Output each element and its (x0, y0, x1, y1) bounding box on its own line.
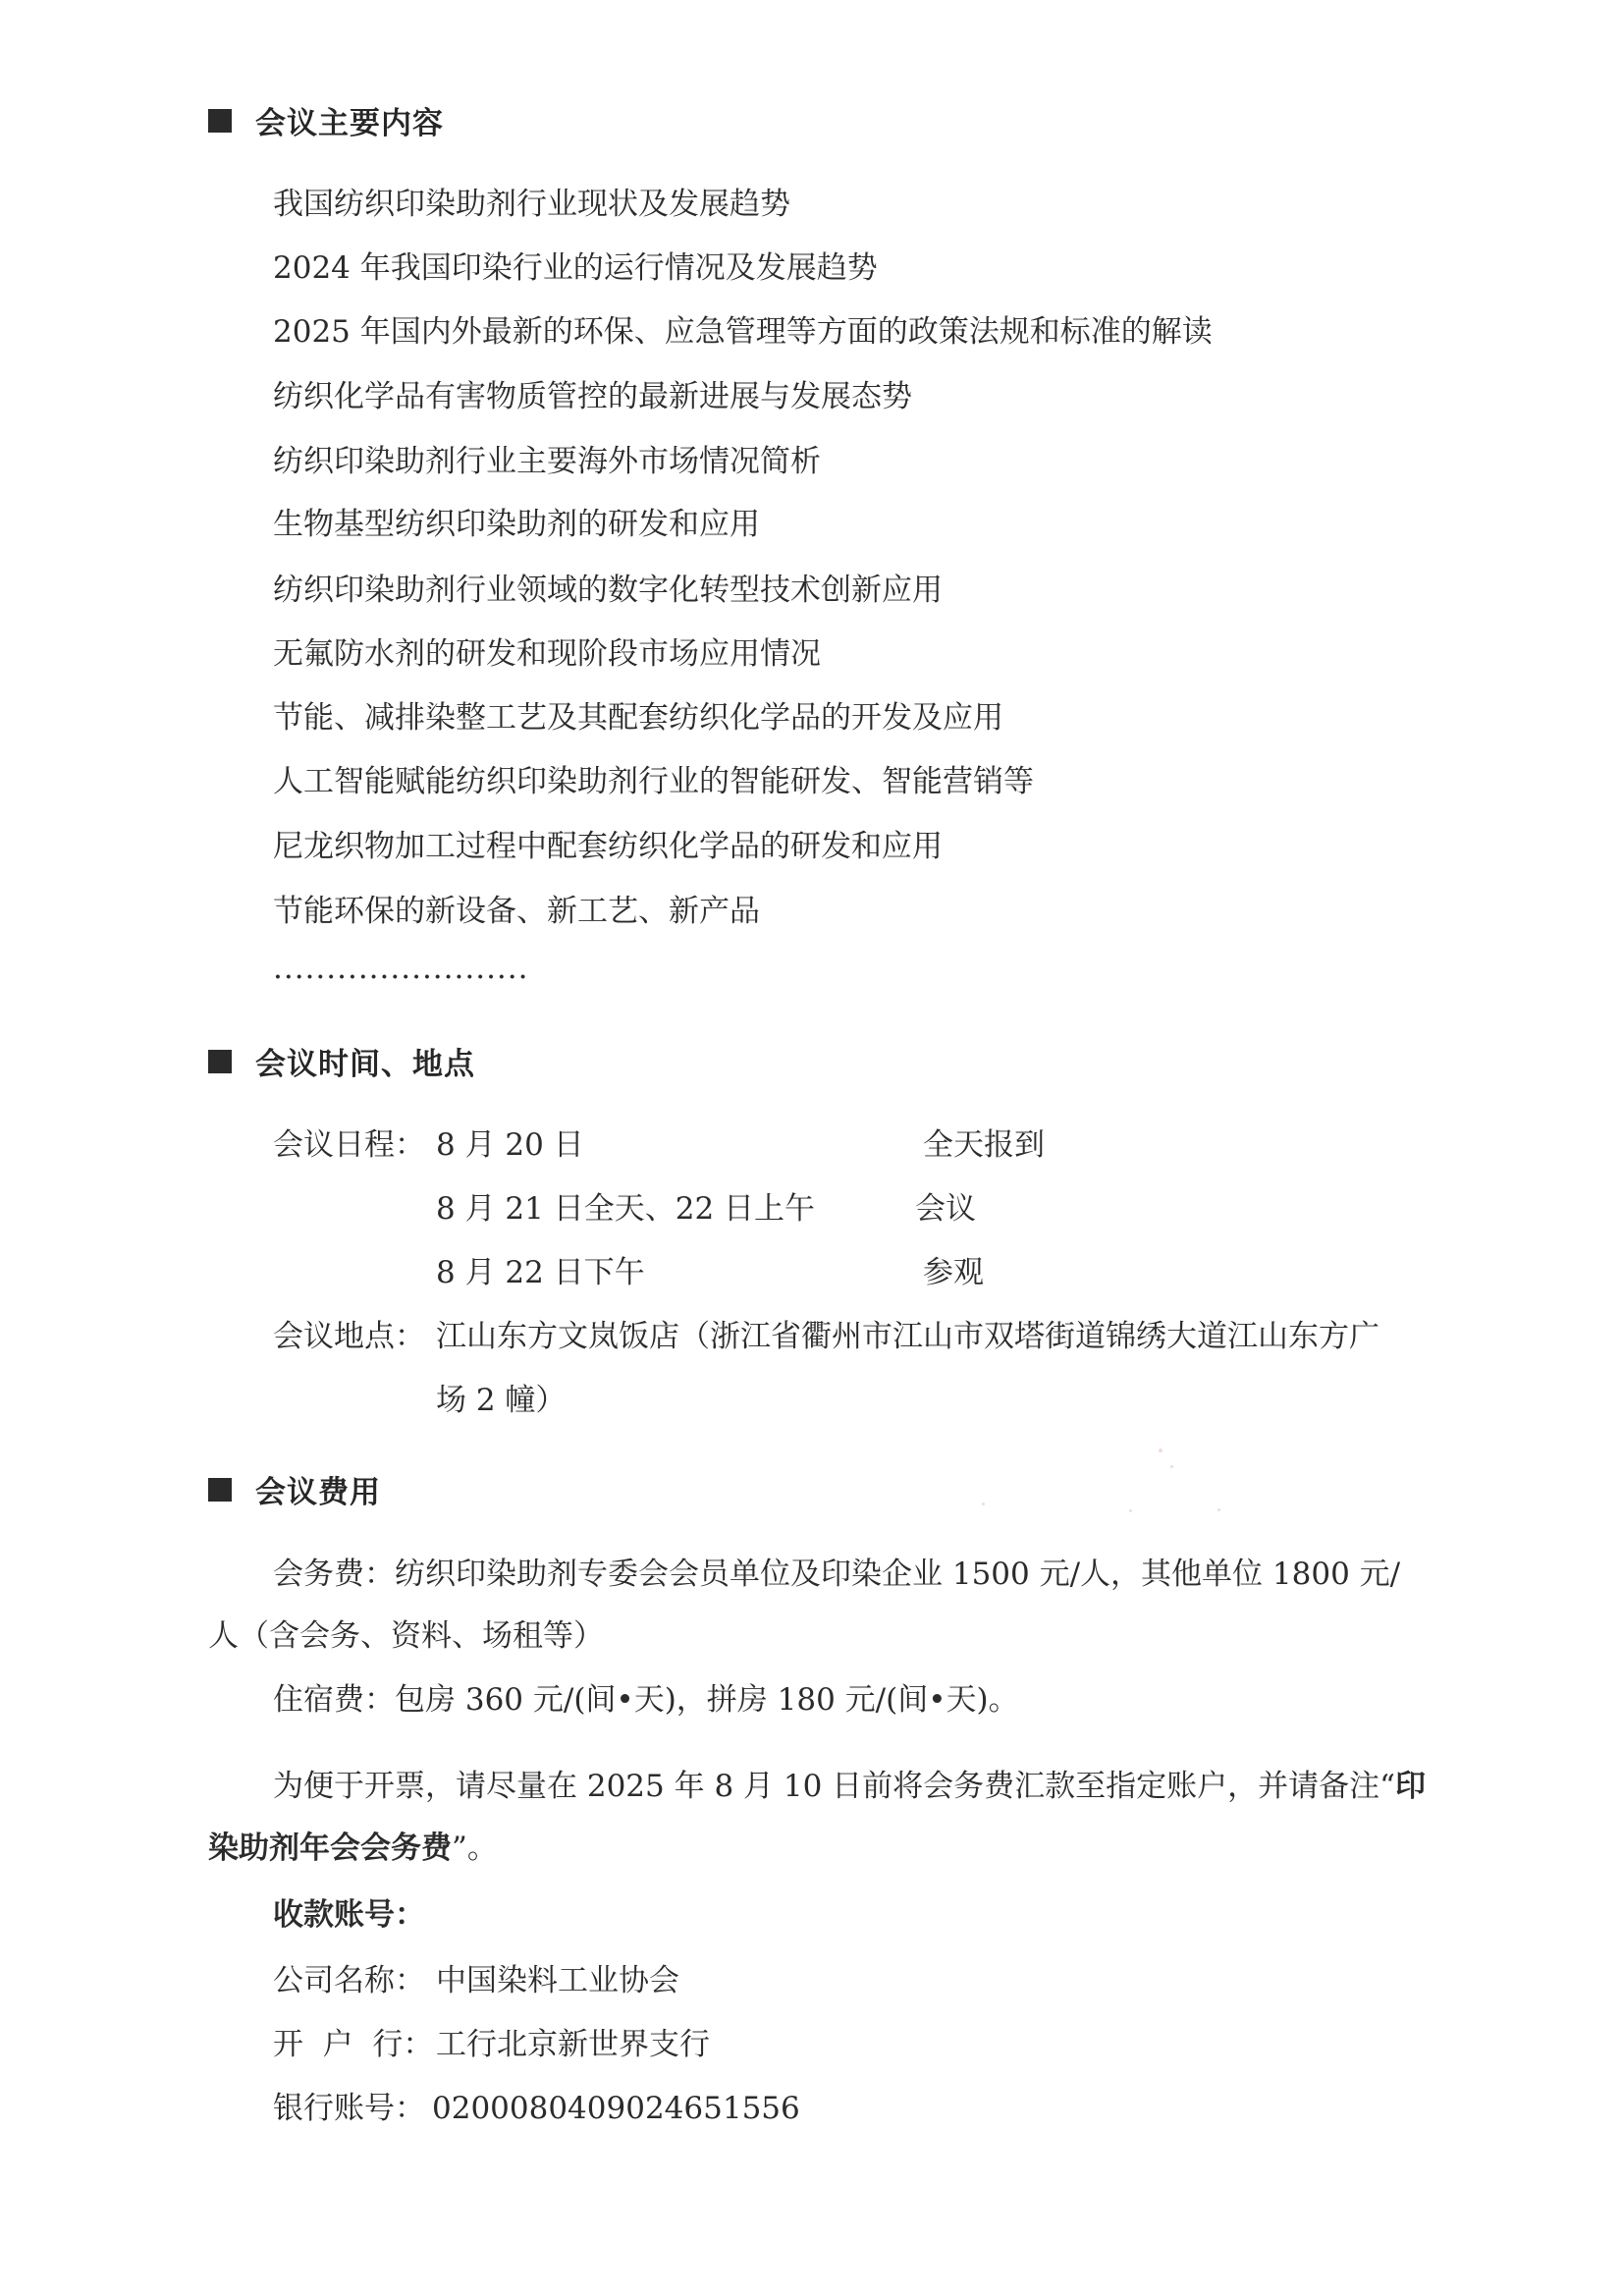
topic-item: 我国纺织印染助剂行业现状及发展趋势 (273, 187, 790, 222)
ellipsis: ........................ (273, 951, 529, 986)
topic-item: 尼龙织物加工过程中配套纺织化学品的研发和应用 (273, 829, 943, 864)
section-heading-fee (208, 1467, 381, 1511)
scan-speck (1217, 1508, 1220, 1511)
schedule-label: 会议日程： (273, 1127, 425, 1163)
account-title: 收款账号： (273, 1897, 425, 1933)
account-label: 银行账号： (273, 2091, 425, 2126)
schedule-activity: 参观 (923, 1255, 984, 1290)
invoice-note-text: 为便于开票，请尽量在 2025 年 8 月 10 日前将会务费汇款至指定账户，并请备注“ (273, 1769, 1396, 1804)
topic-item: 2025 年国内外最新的环保、应急管理等方面的政策法规和标准的解读 (273, 314, 1213, 350)
schedule-activity: 会议 (915, 1191, 976, 1227)
topic-item: 节能环保的新设备、新工艺、新产品 (273, 894, 760, 929)
scan-speck (1129, 1509, 1132, 1512)
section-heading-text: 会议主要内容 (255, 106, 444, 141)
scan-speck (982, 1503, 985, 1505)
section-heading-time (208, 1039, 475, 1083)
topic-item: 人工智能赋能纺织印染助剂行业的智能研发、智能营销等 (273, 764, 1034, 799)
venue-text: 江山东方文岚饭店（浙江省衢州市江山市双塔街道锦绣大道江山东方广 (436, 1319, 1379, 1354)
square-bullet-icon (208, 109, 232, 133)
account-value: 0200080409024651556 (432, 2091, 800, 2126)
topic-item: 无氟防水剂的研发和现阶段市场应用情况 (273, 636, 821, 672)
schedule-date: 8 月 20 日 (436, 1127, 584, 1163)
schedule-date: 8 月 21 日全天、22 日上午 (436, 1191, 816, 1227)
conference-fee: 会务费：纺织印染助剂专委会会员单位及印染企业 1500 元/人，其他单位 1800 元/ (273, 1557, 1401, 1592)
invoice-note-bold: 染助剂年会会务费 (208, 1831, 452, 1866)
bank-value: 工行北京新世界支行 (436, 2027, 710, 2062)
topic-item: 生物基型纺织印染助剂的研发和应用 (273, 507, 760, 542)
venue-label: 会议地点： (273, 1319, 425, 1354)
invoice-note-bold: 印 (1395, 1769, 1427, 1804)
topic-item: 纺织印染助剂行业领域的数字化转型技术创新应用 (273, 573, 943, 608)
lodging-fee: 住宿费：包房 360 元/(间•天)，拼房 180 元/(间•天)。 (273, 1682, 1019, 1718)
company-label: 公司名称： (273, 1963, 425, 1998)
bank-label: 开 户 行： (273, 2027, 434, 2062)
conference-fee-continued: 人（含会务、资料、场租等） (208, 1618, 604, 1654)
topic-item: 纺织化学品有害物质管控的最新进展与发展态势 (273, 379, 912, 414)
topic-item: 节能、减排染整工艺及其配套纺织化学品的开发及应用 (273, 700, 1003, 736)
topic-item: 2024 年我国印染行业的运行情况及发展趋势 (273, 250, 878, 286)
topic-item: 纺织印染助剂行业主要海外市场情况简析 (273, 444, 821, 479)
schedule-date: 8 月 22 日下午 (436, 1255, 645, 1290)
section-heading-content (208, 98, 444, 142)
scan-speck (1170, 1465, 1173, 1468)
invoice-note (273, 1767, 1426, 1806)
schedule-activity: 全天报到 (923, 1127, 1045, 1163)
invoice-note-text: ”。 (452, 1831, 498, 1866)
square-bullet-icon (208, 1050, 232, 1073)
square-bullet-icon (208, 1478, 232, 1502)
scan-speck (1159, 1449, 1162, 1452)
invoice-note-continued (208, 1829, 498, 1868)
section-heading-text: 会议时间、地点 (255, 1047, 475, 1082)
section-heading-text: 会议费用 (255, 1475, 381, 1510)
venue-text-continued: 场 2 幢） (436, 1383, 567, 1418)
company-value: 中国染料工业协会 (436, 1963, 679, 1998)
